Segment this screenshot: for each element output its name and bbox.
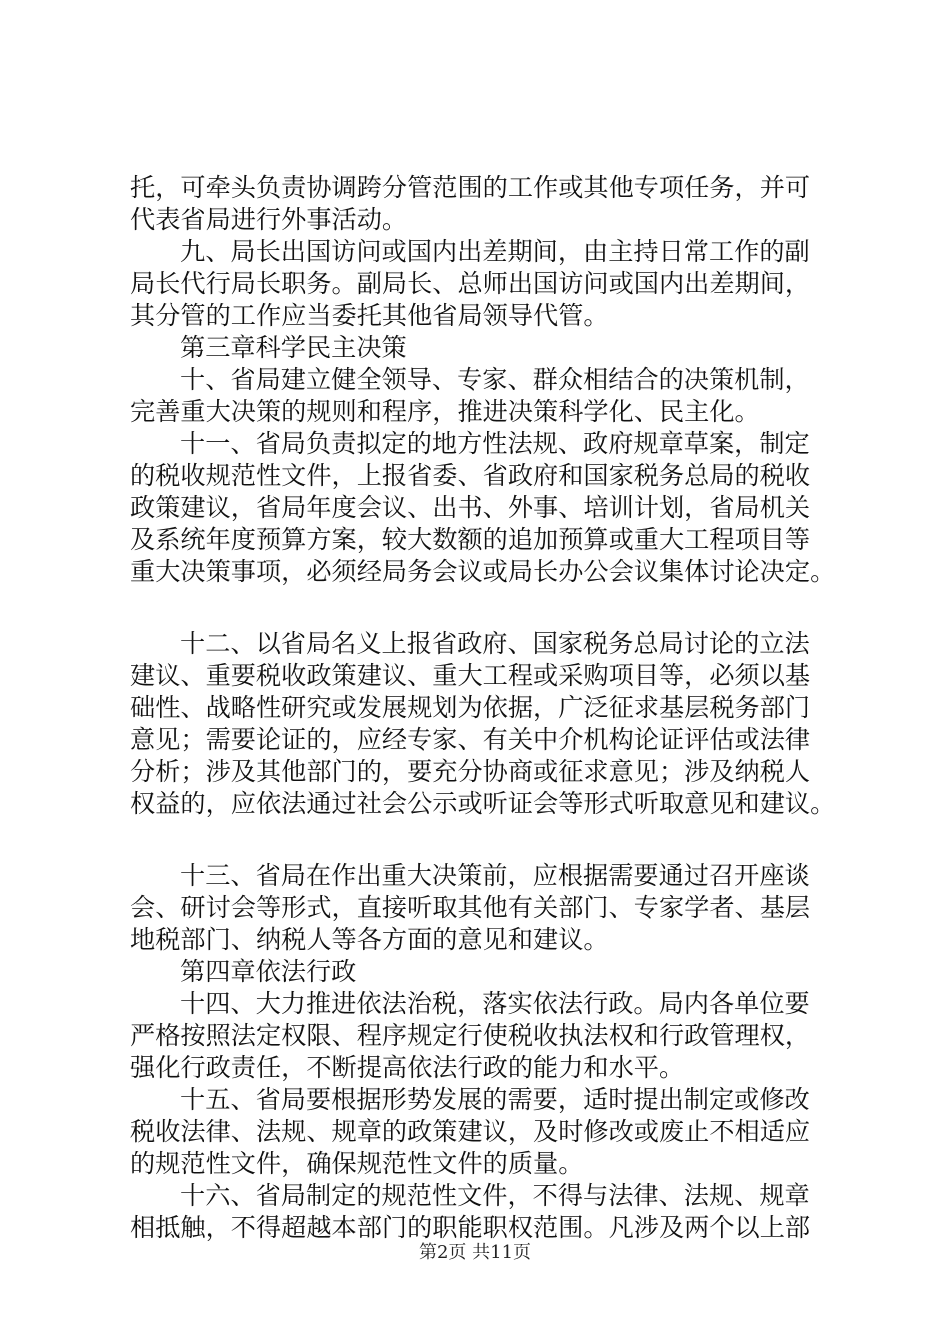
paragraph-thirteen-start: 十三、省局在作出重大决策前，应根据需要通过召开座谈 xyxy=(180,861,810,890)
text-line: 建议、重要税收政策建议、重大工程或采购项目等，必须以基 xyxy=(130,661,811,690)
paragraph-fifteen-start: 十五、省局要根据形势发展的需要，适时提出制定或修改 xyxy=(180,1085,810,1114)
text-line: 重大决策事项，必须经局务会议或局长办公会议集体讨论决定。 xyxy=(130,557,836,586)
paragraph-ten-start: 十、省局建立健全领导、专家、群众相结合的决策机制， xyxy=(180,365,810,394)
text-line: 完善重大决策的规则和程序，推进决策科学化、民主化。 xyxy=(130,397,760,426)
paragraph-spacer xyxy=(130,588,830,628)
text-line: 的规范性文件，确保规范性文件的质量。 xyxy=(130,1149,584,1178)
text-line: 地税部门、纳税人等各方面的意见和建议。 xyxy=(130,925,609,954)
text-line: 分析；涉及其他部门的，要充分协商或征求意见；涉及纳税人 xyxy=(130,757,811,786)
paragraph-sixteen-start: 十六、省局制定的规范性文件，不得与法律、法规、规章 xyxy=(180,1181,810,1210)
text-line: 代表省局进行外事活动。 xyxy=(130,205,408,234)
text-line: 税收法律、法规、规章的政策建议，及时修改或废止不相适应 xyxy=(130,1117,811,1146)
paragraph-nine-start: 九、局长出国访问或国内出差期间，由主持日常工作的副 xyxy=(180,237,810,266)
text-line: 托，可牵头负责协调跨分管范围的工作或其他专项任务，并可 xyxy=(130,173,811,202)
chapter-heading-four: 第四章依法行政 xyxy=(180,957,357,986)
paragraph-eleven-start: 十一、省局负责拟定的地方性法规、政府规章草案，制定 xyxy=(180,429,810,458)
text-line: 意见；需要论证的，应经专家、有关中介机构论证评估或法律 xyxy=(130,725,811,754)
text-line: 强化行政责任，不断提高依法行政的能力和水平。 xyxy=(130,1053,685,1082)
text-line: 础性、战略性研究或发展规划为依据，广泛征求基层税务部门 xyxy=(130,693,811,722)
text-line: 及系统年度预算方案，较大数额的追加预算或重大工程项目等 xyxy=(130,525,811,554)
page-number: 第2页 共11页 xyxy=(418,1242,532,1263)
paragraph-twelve-start: 十二、以省局名义上报省政府、国家税务总局讨论的立法 xyxy=(180,629,810,658)
chapter-heading-three: 第三章科学民主决策 xyxy=(180,333,407,362)
text-line: 相抵触，不得超越本部门的职能职权范围。凡涉及两个以上部 xyxy=(130,1213,811,1242)
text-line: 其分管的工作应当委托其他省局领导代管。 xyxy=(130,301,609,330)
text-line: 严格按照法定权限、程序规定行使税收执法权和行政管理权， xyxy=(130,1021,811,1050)
text-line: 政策建议，省局年度会议、出书、外事、培训计划，省局机关 xyxy=(130,493,811,522)
text-line: 的税收规范性文件，上报省委、省政府和国家税务总局的税收 xyxy=(130,461,811,490)
paragraph-fourteen-start: 十四、大力推进依法治税，落实依法行政。局内各单位要 xyxy=(180,989,810,1018)
document-body xyxy=(130,172,836,1244)
text-line: 局长代行局长职务。副局长、总师出国访问或国内出差期间， xyxy=(130,269,811,298)
paragraph-spacer xyxy=(130,820,830,860)
text-line: 权益的，应依法通过社会公示或听证会等形式听取意见和建议。 xyxy=(130,789,836,818)
text-line: 会、研讨会等形式，直接听取其他有关部门、专家学者、基层 xyxy=(130,893,811,922)
